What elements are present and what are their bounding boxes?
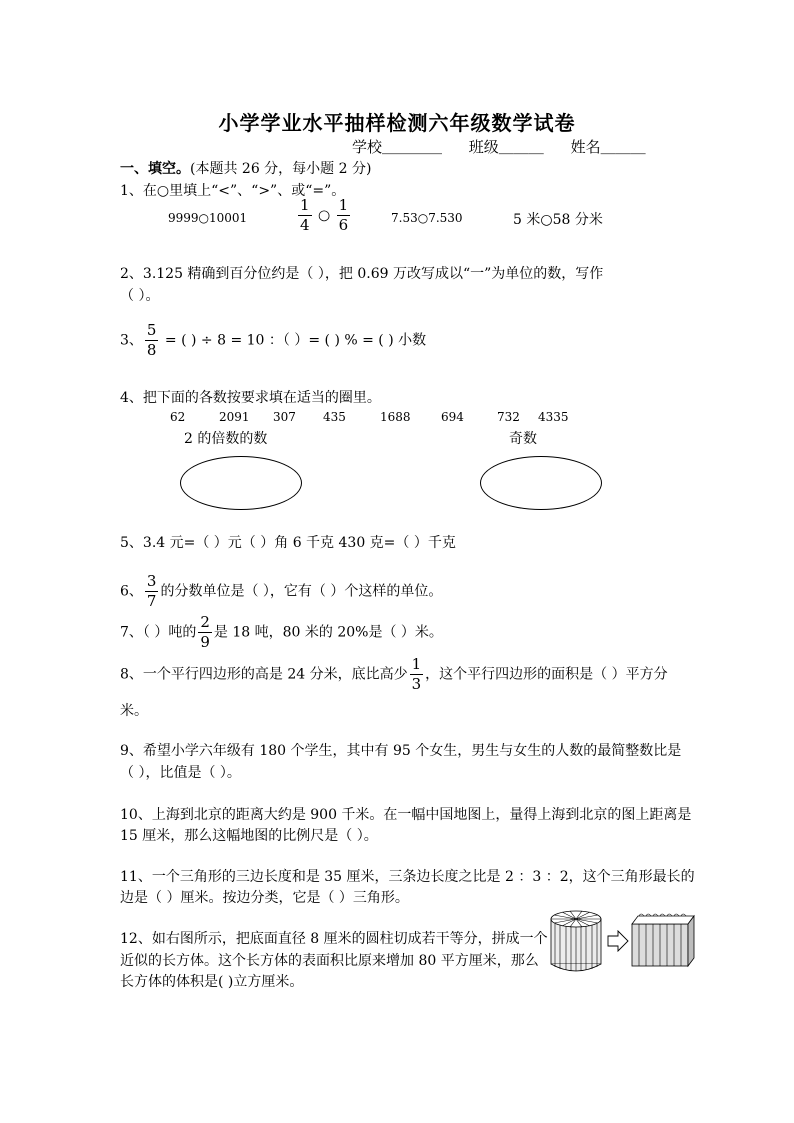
q12-line2: 近似的长方体。这个长方体的表面积比原来增加 80 平方厘米，那么 (120, 953, 539, 969)
q11-line1: 11、一个三角形的三边长度和是 35 厘米，三条边长度之比是 2 ：3 ：2，这个三角形最长的 (120, 869, 695, 885)
class-field[interactable]: 班级＿＿＿ (468, 138, 544, 156)
q10-line2: 15 厘米，那么这幅地图的比例尺是（ ）。 (120, 828, 378, 844)
name-field[interactable]: 姓名＿＿＿ (570, 138, 646, 156)
q4-number[interactable]: 62 (170, 410, 186, 424)
q2-line2: （ ）。 (120, 288, 160, 304)
q11-line2: 边是（ ）厘米。按边分类，它是（ ）三角形。 (120, 890, 409, 906)
fraction: $\frac{1}{6}$ (338, 196, 349, 234)
q10-line1: 10、上海到北京的距离大约是 900 千米。在一幅中国地图上，量得上海到北京的图上距离是 (120, 807, 692, 823)
student-info (352, 136, 668, 157)
fraction: $\frac{2}{9}$ (200, 613, 210, 651)
q8-text: 8、一个平行四边形的高是 24 分米，底比高少 $\frac{1}{3}$ ，这个平行四边形的面积是（ ）平方分 (120, 655, 668, 693)
q1-item-a[interactable]: 9999○10001 (168, 211, 248, 225)
q4-number[interactable]: 435 (323, 410, 346, 424)
ellipse-even-answer[interactable] (180, 456, 302, 510)
fraction: $\frac{1}{3}$ (411, 655, 422, 693)
fraction: $\frac{3}{7}$ (146, 572, 157, 610)
q12-line1: 12、如右图所示，把底面直径 8 厘米的圆柱切成若干等分，拼成一个 (120, 931, 548, 947)
q4-number[interactable]: 4335 (538, 410, 569, 424)
q5-text: 5、3.4 元=（ ）元（ ）角 6 千克 430 克=（ ）千克 (120, 535, 456, 551)
q1-item-b[interactable]: $\frac{1}{4}$ ○ $\frac{1}{6}$ (300, 196, 349, 234)
school-field[interactable]: 学校＿＿＿＿ (352, 138, 443, 156)
q4-number[interactable]: 694 (441, 410, 464, 424)
section-heading: 一、填空。(本题共 26 分，每小题 2 分) (120, 161, 372, 177)
cylinder-figure (551, 911, 601, 971)
fraction: $\frac{5}{8}$ (146, 321, 157, 359)
cuboid-figure (632, 914, 694, 966)
q6-text: 6、 $\frac{3}{7}$ 的分数单位是（ ），它有（ ）个这样的单位。 (120, 572, 443, 610)
cylinder-to-cuboid-diagram (550, 910, 695, 976)
q4-number[interactable]: 1688 (380, 410, 411, 424)
q9-line1: 9、希望小学六年级有 180 个学生，其中有 95 个女生，男生与女生的人数的最简整数比是 (120, 743, 682, 759)
q1-text: 1、在○里填上“<”、“>”、或“=”。 (120, 183, 346, 199)
page-title: 小学学业水平抽样检测六年级数学试卷 (218, 111, 576, 135)
q4-number[interactable]: 732 (497, 410, 520, 424)
q4-text: 4、把下面的各数按要求填在适当的圈里。 (120, 390, 381, 406)
q8-line2: 米。 (120, 703, 148, 719)
q4-number[interactable]: 2091 (219, 410, 250, 424)
q4-label-right: 奇数 (509, 431, 537, 447)
fraction: $\frac{1}{4}$ (300, 196, 310, 234)
q4-label-left: 2 的倍数的数 (184, 431, 268, 447)
q9-line2: （ ），比值是（ ）。 (120, 765, 241, 781)
section-note: (本题共 26 分，每小题 2 分) (190, 161, 372, 177)
arrow-icon (608, 931, 628, 951)
q12-line3: 长方体的体积是( )立方厘米。 (120, 974, 304, 990)
ellipse-odd-answer[interactable] (480, 456, 602, 510)
q3-text: 3、 $\frac{5}{8}$ = ( ) ÷ 8 = 10 ：（ ）= ( ) % = ( ) 小数 (120, 321, 427, 359)
q4-number[interactable]: 307 (273, 410, 296, 424)
q2-line1: 2、3.125 精确到百分位约是（ ），把 0.69 万改写成以“一”为单位的数，写作 (120, 266, 604, 282)
q7-text: 7、（ ）吨的 $\frac{2}{9}$ 是 18 吨，80 米的 20%是（ ）米。 (120, 613, 443, 651)
q1-item-d[interactable]: 5 米○58 分米 (513, 212, 603, 228)
q1-item-c[interactable]: 7.53○7.530 (391, 211, 463, 225)
